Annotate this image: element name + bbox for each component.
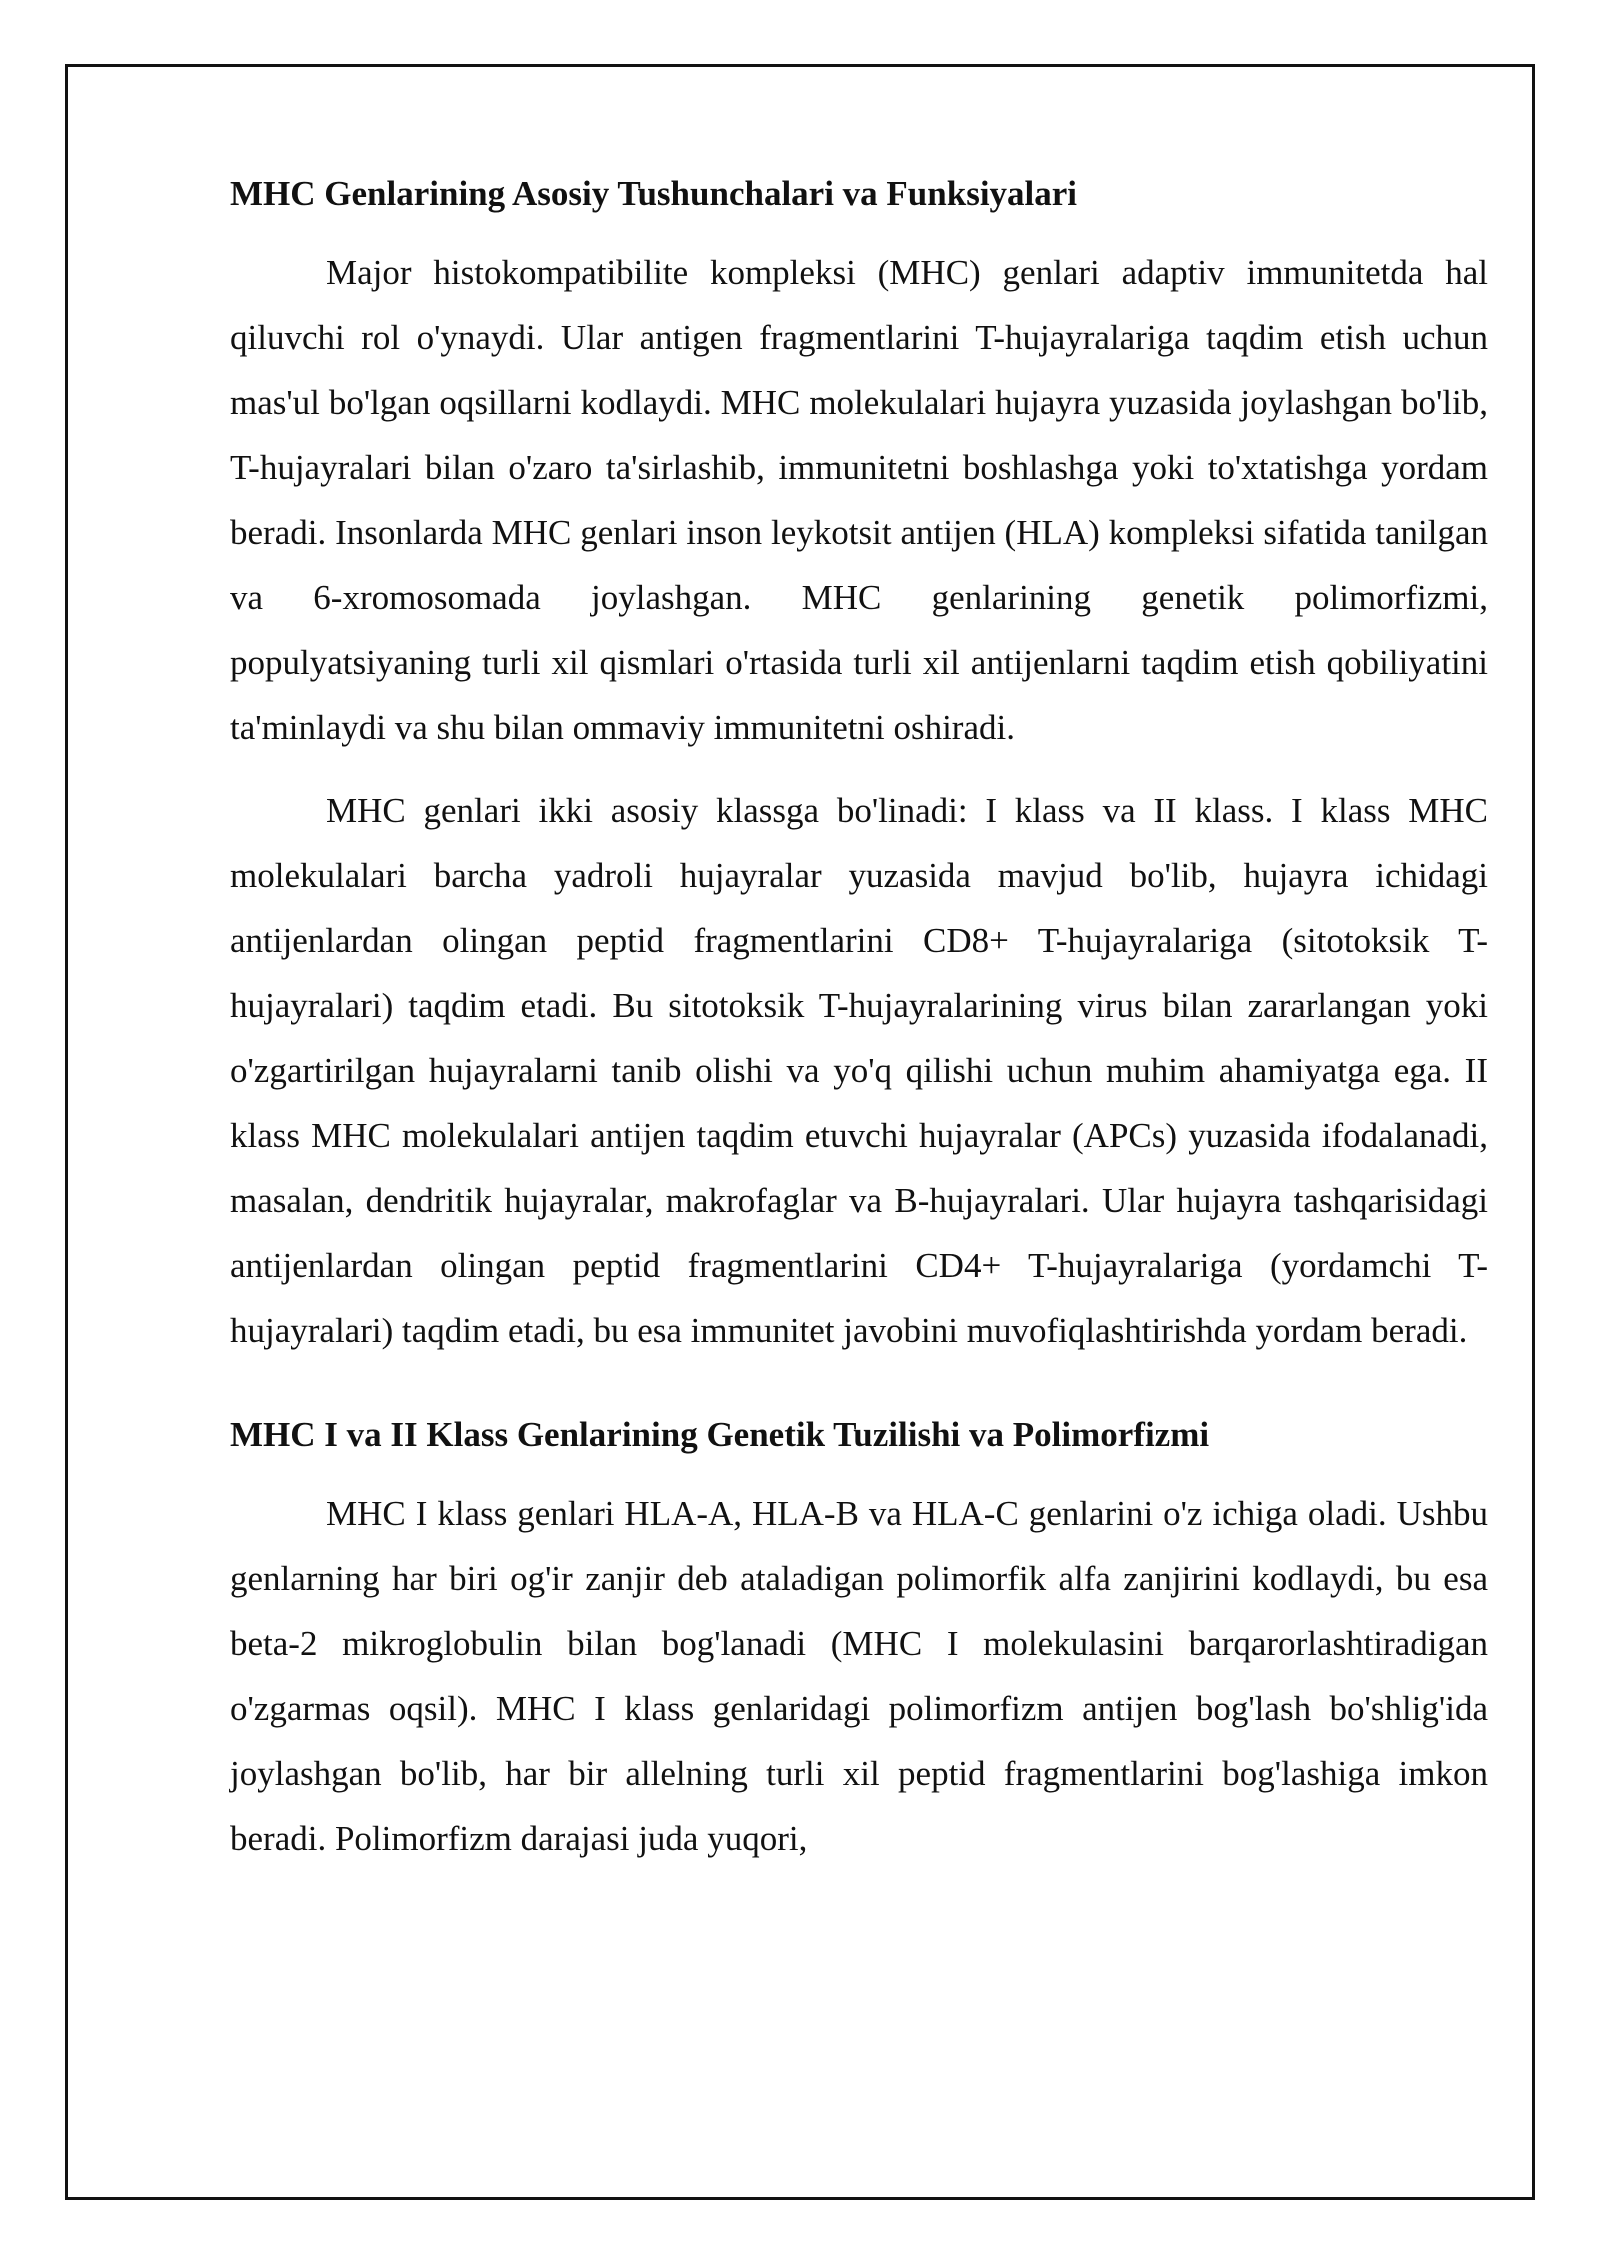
section-heading-genetic-structure: MHC I va II Klass Genlarining Genetik Tuzilishi va Polimorfizmi	[230, 1415, 1210, 1454]
paragraph-mhc-intro: Major histokompatibilite kompleksi (MHC) genlari adaptiv immunitetda hal qiluvchi rol o'ynaydi. Ular antigen fragmentlarini T-hujayralariga taqdim etish uchun mas'ul bo'lgan oqsillarni kodlaydi. MHC molekulalari hujayra yuzasida joylashgan bo'lib, T-hujayralari bilan o'zaro ta'sirlashib, immunitetni boshlashga yoki to'xtatishga yordam beradi. Insonlarda MHC genlari inson leykotsit antijen (HLA) kompleksi sifatida tanilgan va 6-xromosomada joylashgan. MHC genlarining genetik polimorfizmi, populyatsiyaning turli xil qismlari o'rtasida turli xil antijenlarni taqdim etish qobiliyatini ta'minlaydi va shu bilan ommaviy immunitetni oshiradi.	[230, 253, 1488, 747]
document-body	[230, 170, 1488, 1889]
paragraph-mhc-classes: MHC genlari ikki asosiy klassga bo'linadi: I klass va II klass. I klass MHC molekulalari barcha yadroli hujayralar yuzasida mavjud bo'lib, hujayra ichidagi antijenlardan olingan peptid fragmentlarini CD8+ T-hujayralariga (sitotoksik T-hujayralari) taqdim etadi. Bu sitotoksik T-hujayralarining virus bilan zararlangan yoki o'zgartirilgan hujayralarni tanib olishi va yo'q qilishi uchun muhim ahamiyatga ega. II klass MHC molekulalari antijen taqdim etuvchi hujayralar (APCs) yuzasida ifodalanadi, masalan, dendritik hujayralar, makrofaglar va B-hujayralari. Ular hujayra tashqarisidagi antijenlardan olingan peptid fragmentlarini CD4+ T-hujayralariga (yordamchi T-hujayralari) taqdim etadi, bu esa immunitet javobini muvofiqlashtirishda yordam beradi.	[230, 791, 1488, 1350]
section-heading-basic-concepts: MHC Genlarining Asosiy Tushunchalari va Funksiyalari	[230, 174, 1078, 213]
paragraph-class-one-genes: MHC I klass genlari HLA-A, HLA-B va HLA-C genlarini o'z ichiga oladi. Ushbu genlarning har biri og'ir zanjir deb ataladigan polimorfik alfa zanjirini kodlaydi, bu esa beta-2 mikroglobulin bilan bog'lanadi (MHC I molekulasini barqarorlashtiradigan o'zgarmas oqsil). MHC I klass genlaridagi polimorfizm antijen bog'lash bo'shlig'ida joylashgan bo'lib, har bir allelning turli xil peptid fragmentlarini bog'lashiga imkon beradi. Polimorfizm darajasi juda yuqori,	[230, 1494, 1488, 1858]
